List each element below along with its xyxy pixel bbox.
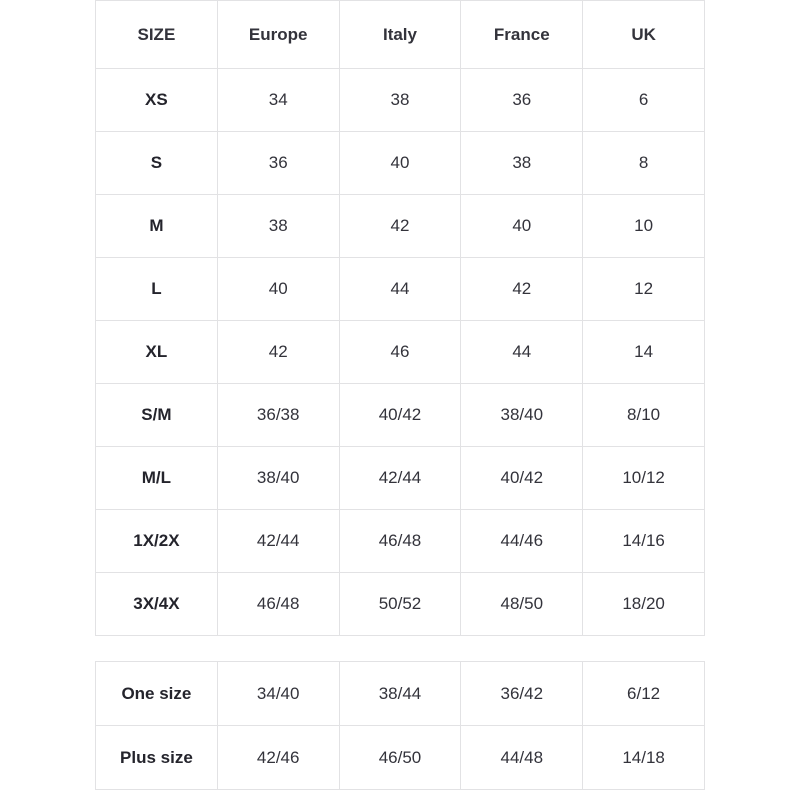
- cell-uk: 14/18: [583, 726, 705, 790]
- cell-europe: 36: [217, 132, 339, 195]
- table-row: [96, 69, 705, 132]
- column-header-italy: Italy: [339, 1, 461, 69]
- row-label: M/L: [96, 447, 218, 510]
- cell-europe: 38/40: [217, 447, 339, 510]
- cell-uk: 10/12: [583, 447, 705, 510]
- cell-europe: 40: [217, 258, 339, 321]
- column-header-size: SIZE: [96, 1, 218, 69]
- table-row: [96, 384, 705, 447]
- cell-france: 44/48: [461, 726, 583, 790]
- cell-france: 42: [461, 258, 583, 321]
- table-row: [96, 662, 705, 726]
- cell-uk: 12: [583, 258, 705, 321]
- size-conversion-table: [95, 0, 705, 636]
- table-row: [96, 258, 705, 321]
- cell-italy: 38: [339, 69, 461, 132]
- cell-france: 40: [461, 195, 583, 258]
- row-label: XS: [96, 69, 218, 132]
- row-label: XL: [96, 321, 218, 384]
- cell-europe: 36/38: [217, 384, 339, 447]
- row-label: L: [96, 258, 218, 321]
- column-header-uk: UK: [583, 1, 705, 69]
- row-label: S: [96, 132, 218, 195]
- column-header-europe: Europe: [217, 1, 339, 69]
- cell-italy: 40: [339, 132, 461, 195]
- cell-europe: 42/46: [217, 726, 339, 790]
- cell-uk: 18/20: [583, 573, 705, 636]
- cell-europe: 34/40: [217, 662, 339, 726]
- cell-italy: 40/42: [339, 384, 461, 447]
- table-row: [96, 447, 705, 510]
- cell-italy: 46/50: [339, 726, 461, 790]
- cell-uk: 6/12: [583, 662, 705, 726]
- row-label: M: [96, 195, 218, 258]
- cell-italy: 46: [339, 321, 461, 384]
- cell-italy: 38/44: [339, 662, 461, 726]
- table-row: [96, 321, 705, 384]
- cell-europe: 42/44: [217, 510, 339, 573]
- table-row: [96, 510, 705, 573]
- row-label: 1X/2X: [96, 510, 218, 573]
- table-body: [96, 69, 705, 636]
- table-row: [96, 195, 705, 258]
- cell-europe: 42: [217, 321, 339, 384]
- cell-france: 38/40: [461, 384, 583, 447]
- cell-italy: 44: [339, 258, 461, 321]
- cell-france: 36/42: [461, 662, 583, 726]
- cell-europe: 46/48: [217, 573, 339, 636]
- cell-france: 48/50: [461, 573, 583, 636]
- row-label: One size: [96, 662, 218, 726]
- row-label: S/M: [96, 384, 218, 447]
- table-header-row: [96, 1, 705, 69]
- cell-france: 44/46: [461, 510, 583, 573]
- cell-france: 38: [461, 132, 583, 195]
- cell-france: 36: [461, 69, 583, 132]
- cell-italy: 50/52: [339, 573, 461, 636]
- table-row: [96, 573, 705, 636]
- one-size-table-body: [96, 662, 705, 790]
- cell-italy: 46/48: [339, 510, 461, 573]
- row-label: 3X/4X: [96, 573, 218, 636]
- one-size-table: [95, 661, 705, 790]
- cell-uk: 8/10: [583, 384, 705, 447]
- cell-uk: 6: [583, 69, 705, 132]
- cell-france: 40/42: [461, 447, 583, 510]
- cell-uk: 8: [583, 132, 705, 195]
- cell-italy: 42: [339, 195, 461, 258]
- column-header-france: France: [461, 1, 583, 69]
- cell-uk: 10: [583, 195, 705, 258]
- cell-france: 44: [461, 321, 583, 384]
- cell-europe: 34: [217, 69, 339, 132]
- row-label: Plus size: [96, 726, 218, 790]
- cell-europe: 38: [217, 195, 339, 258]
- table-row: [96, 726, 705, 790]
- table-row: [96, 132, 705, 195]
- table-header: [96, 1, 705, 69]
- cell-uk: 14: [583, 321, 705, 384]
- cell-uk: 14/16: [583, 510, 705, 573]
- cell-italy: 42/44: [339, 447, 461, 510]
- table-divider-spacer: [95, 636, 705, 661]
